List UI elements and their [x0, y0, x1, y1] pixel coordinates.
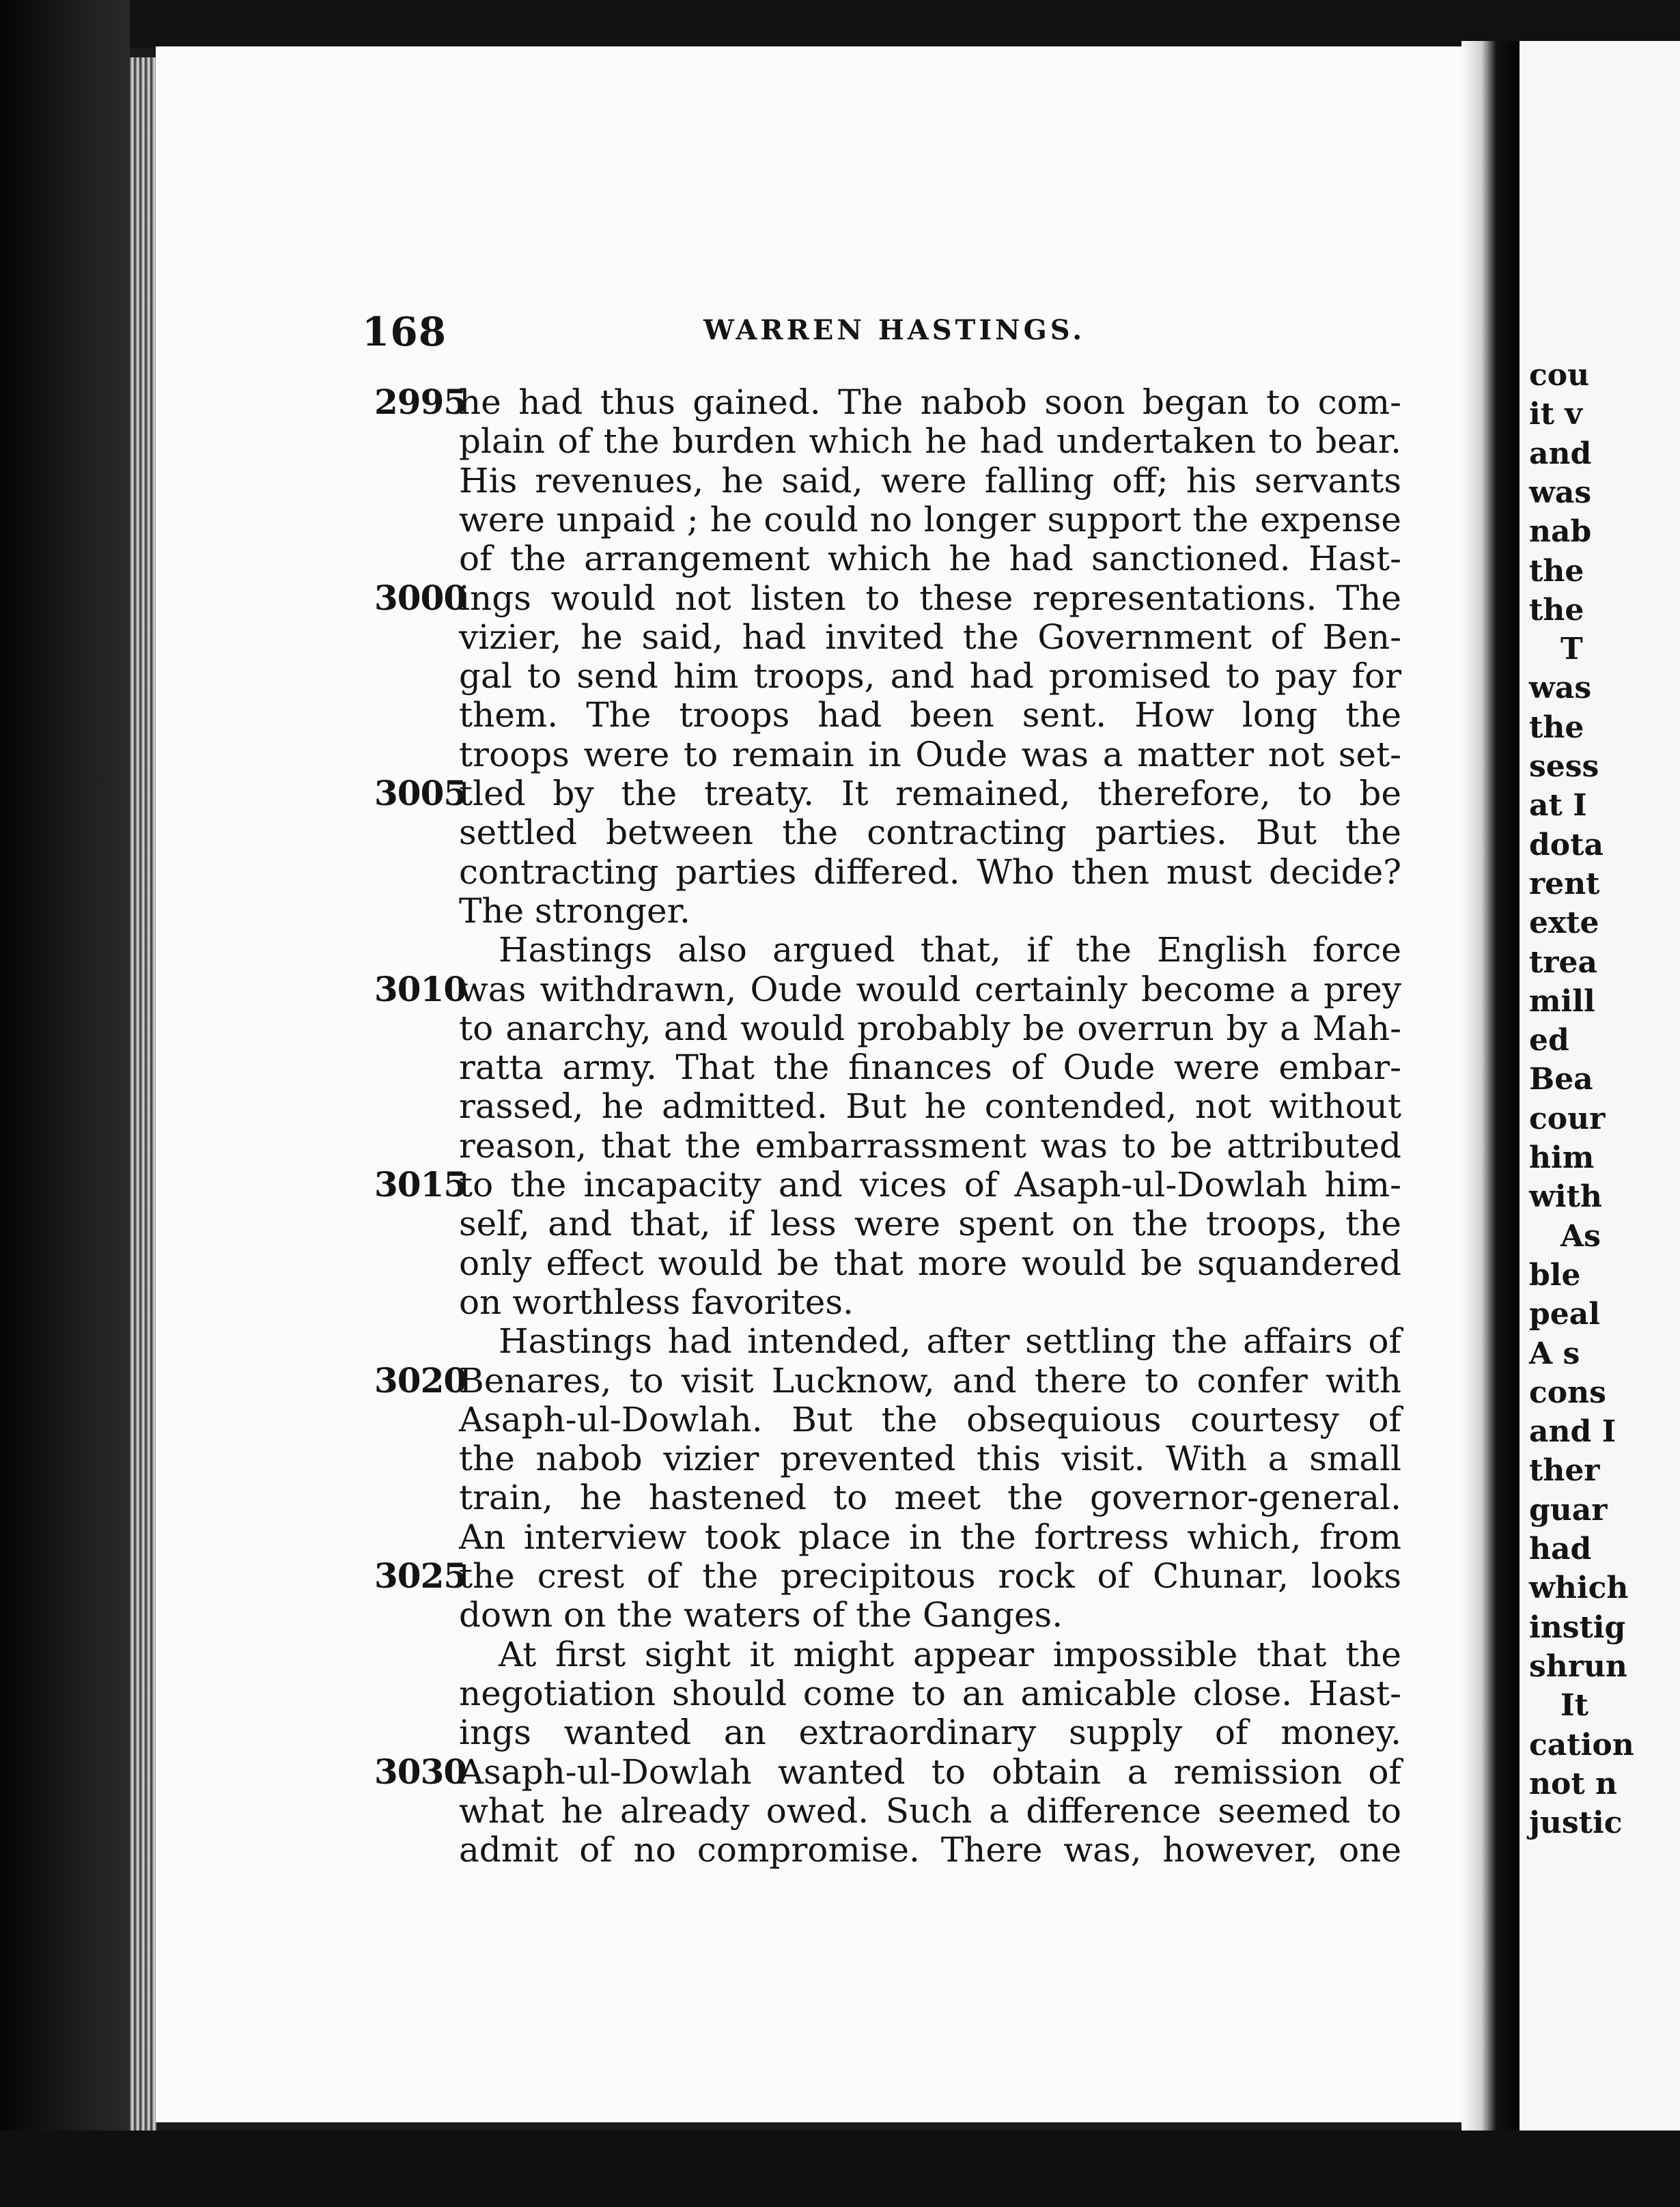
text-line: to anarchy, and would probably be overrun by a Mah- [459, 1009, 1401, 1048]
line-number [374, 1674, 459, 1713]
adjacent-page-line: dota [1529, 828, 1604, 862]
text-line: The stronger. [459, 891, 690, 931]
line-number [374, 930, 459, 970]
text-line: troops were to remain in Oude was a matter not set- [459, 735, 1401, 774]
text-line: were unpaid ; he could no longer support the expense [459, 500, 1401, 539]
line-number: 3020 [374, 1360, 467, 1401]
adjacent-page-line: and I [1529, 1414, 1616, 1449]
text-line: An interview took place in the fortress which, from [459, 1517, 1401, 1557]
line-number: 3015 [374, 1164, 467, 1205]
line-number: 3005 [374, 773, 467, 813]
line-number [374, 1830, 459, 1870]
line-number [374, 461, 459, 501]
adjacent-page-line: had [1529, 1532, 1592, 1566]
line-number [374, 1713, 459, 1752]
line-number [374, 1439, 459, 1478]
line-number [374, 539, 459, 578]
line-number [374, 1478, 459, 1517]
line-number [374, 1321, 459, 1361]
adjacent-page-line: cons [1529, 1375, 1606, 1410]
adjacent-page-line: with [1529, 1179, 1602, 1214]
line-number [374, 1517, 459, 1557]
adjacent-page-line: cou [1529, 358, 1590, 393]
text-line: gal to send him troops, and had promised to pay for [459, 656, 1401, 696]
text-line: on worthless favorites. [459, 1282, 854, 1322]
line-number [374, 1204, 459, 1243]
text-line: ings wanted an extraordinary supply of money. [459, 1713, 1401, 1752]
adjacent-page-line: the [1529, 554, 1584, 589]
line-number [374, 1282, 459, 1322]
line-number [374, 891, 459, 931]
text-line: them. The troops had been sent. How long the [459, 695, 1401, 735]
text-line: down on the waters of the Ganges. [459, 1595, 1063, 1635]
adjacent-page-line: justic [1529, 1805, 1623, 1840]
text-line: was withdrawn, Oude would certainly become a prey [459, 970, 1401, 1009]
line-number [374, 1048, 459, 1087]
adjacent-page-line: which [1529, 1571, 1629, 1605]
text-line: plain of the burden which he had undertaken to bear. [459, 421, 1401, 461]
line-number [374, 1009, 459, 1048]
line-number [374, 1126, 459, 1166]
text-line: to the incapacity and vices of Asaph-ul-Dowlah him- [459, 1165, 1401, 1205]
text-line: of the arrangement which he had sanctioned. Hast- [459, 539, 1401, 578]
text-line: he had thus gained. The nabob soon began to com- [459, 382, 1401, 422]
text-line: self, and that, if less were spent on the troops, the [459, 1204, 1401, 1243]
line-number: 3030 [374, 1752, 467, 1792]
adjacent-page-line: sess [1529, 749, 1599, 784]
text-line: Asaph-ul-Dowlah. But the obsequious courtesy of [459, 1400, 1401, 1439]
adjacent-page-line: instig [1529, 1610, 1626, 1645]
adjacent-page-line: it v [1529, 397, 1582, 432]
adjacent-page-line: ther [1529, 1453, 1600, 1488]
text-line: the nabob vizier prevented this visit. With a small [459, 1439, 1401, 1478]
adjacent-page-line: ble [1529, 1258, 1581, 1293]
line-number [374, 1086, 459, 1126]
adjacent-page-line: was [1529, 475, 1592, 510]
text-line: At first sight it might appear impossible that the [499, 1635, 1401, 1674]
text-line: tled by the treaty. It remained, therefore, to be [459, 774, 1401, 813]
adjacent-page-line: nab [1529, 514, 1592, 549]
running-title: WARREN HASTINGS. [703, 314, 1086, 346]
line-number [374, 656, 459, 696]
text-line: His revenues, he said, were falling off; his servants [459, 461, 1401, 501]
adjacent-page-line: A s [1529, 1336, 1580, 1371]
adjacent-page-line: not n [1529, 1767, 1617, 1801]
adjacent-page-line: rent [1529, 867, 1600, 901]
adjacent-page-line: shrun [1529, 1649, 1627, 1684]
adjacent-page-line: cour [1529, 1101, 1606, 1136]
adjacent-page-line: was [1529, 671, 1592, 705]
adjacent-page-line: T [1560, 632, 1583, 666]
text-line: ratta army. That the finances of Oude were embar- [459, 1048, 1401, 1087]
line-number [374, 735, 459, 774]
line-number [374, 1400, 459, 1439]
text-line: Hastings also argued that, if the English force [499, 930, 1401, 970]
line-number: 3025 [374, 1556, 467, 1596]
line-number: 3000 [374, 578, 467, 618]
text-line: what he already owed. Such a difference seemed to [459, 1791, 1401, 1831]
line-number [374, 617, 459, 657]
adjacent-page-line: cation [1529, 1728, 1634, 1762]
line-number [374, 695, 459, 735]
adjacent-page-line: Bea [1529, 1062, 1593, 1097]
adjacent-page-line: It [1560, 1688, 1588, 1723]
adjacent-page-line: guar [1529, 1493, 1608, 1528]
line-number [374, 421, 459, 461]
line-number [374, 1791, 459, 1831]
adjacent-page-line: the [1529, 593, 1584, 628]
adjacent-page-line: trea [1529, 945, 1598, 980]
text-line: vizier, he said, had invited the Government of Ben- [459, 617, 1401, 657]
adjacent-page-line: at I [1529, 788, 1587, 823]
text-line: train, he hastened to meet the governor-general. [459, 1478, 1401, 1517]
adjacent-page-line: peal [1529, 1297, 1600, 1332]
text-line: the crest of the precipitous rock of Chunar, looks [459, 1556, 1401, 1596]
line-number [374, 1595, 459, 1635]
text-line: reason, that the embarrassment was to be attributed [459, 1126, 1401, 1166]
page-number: 168 [362, 309, 447, 355]
text-line: Benares, to visit Lucknow, and there to confer with [459, 1361, 1401, 1401]
adjacent-page-line: him [1529, 1140, 1595, 1175]
text-line: only effect would be that more would be squandered [459, 1243, 1401, 1283]
line-number [374, 1635, 459, 1674]
line-number [374, 1243, 459, 1283]
text-line: contracting parties differed. Who then must decide? [459, 852, 1401, 892]
text-line: settled between the contracting parties. But the [459, 813, 1401, 852]
adjacent-page-line: exte [1529, 905, 1599, 940]
line-number [374, 813, 459, 852]
text-line: Asaph-ul-Dowlah wanted to obtain a remission of [459, 1752, 1401, 1792]
line-number [374, 852, 459, 892]
adjacent-page-line: As [1560, 1219, 1601, 1254]
text-line: ings would not listen to these representations. The [459, 578, 1401, 618]
adjacent-page-line: ed [1529, 1023, 1569, 1058]
line-number [374, 500, 459, 539]
line-number: 2995 [374, 382, 467, 422]
text-line: rassed, he admitted. But he contended, not without [459, 1086, 1401, 1126]
text-line: Hastings had intended, after settling the affairs of [499, 1321, 1401, 1361]
adjacent-page-line: and [1529, 436, 1592, 471]
text-line: admit of no compromise. There was, however, one [459, 1830, 1401, 1870]
line-number: 3010 [374, 969, 467, 1009]
adjacent-page-line: the [1529, 710, 1584, 745]
adjacent-page-line: mill [1529, 984, 1595, 1019]
text-line: negotiation should come to an amicable close. Hast- [459, 1674, 1401, 1713]
